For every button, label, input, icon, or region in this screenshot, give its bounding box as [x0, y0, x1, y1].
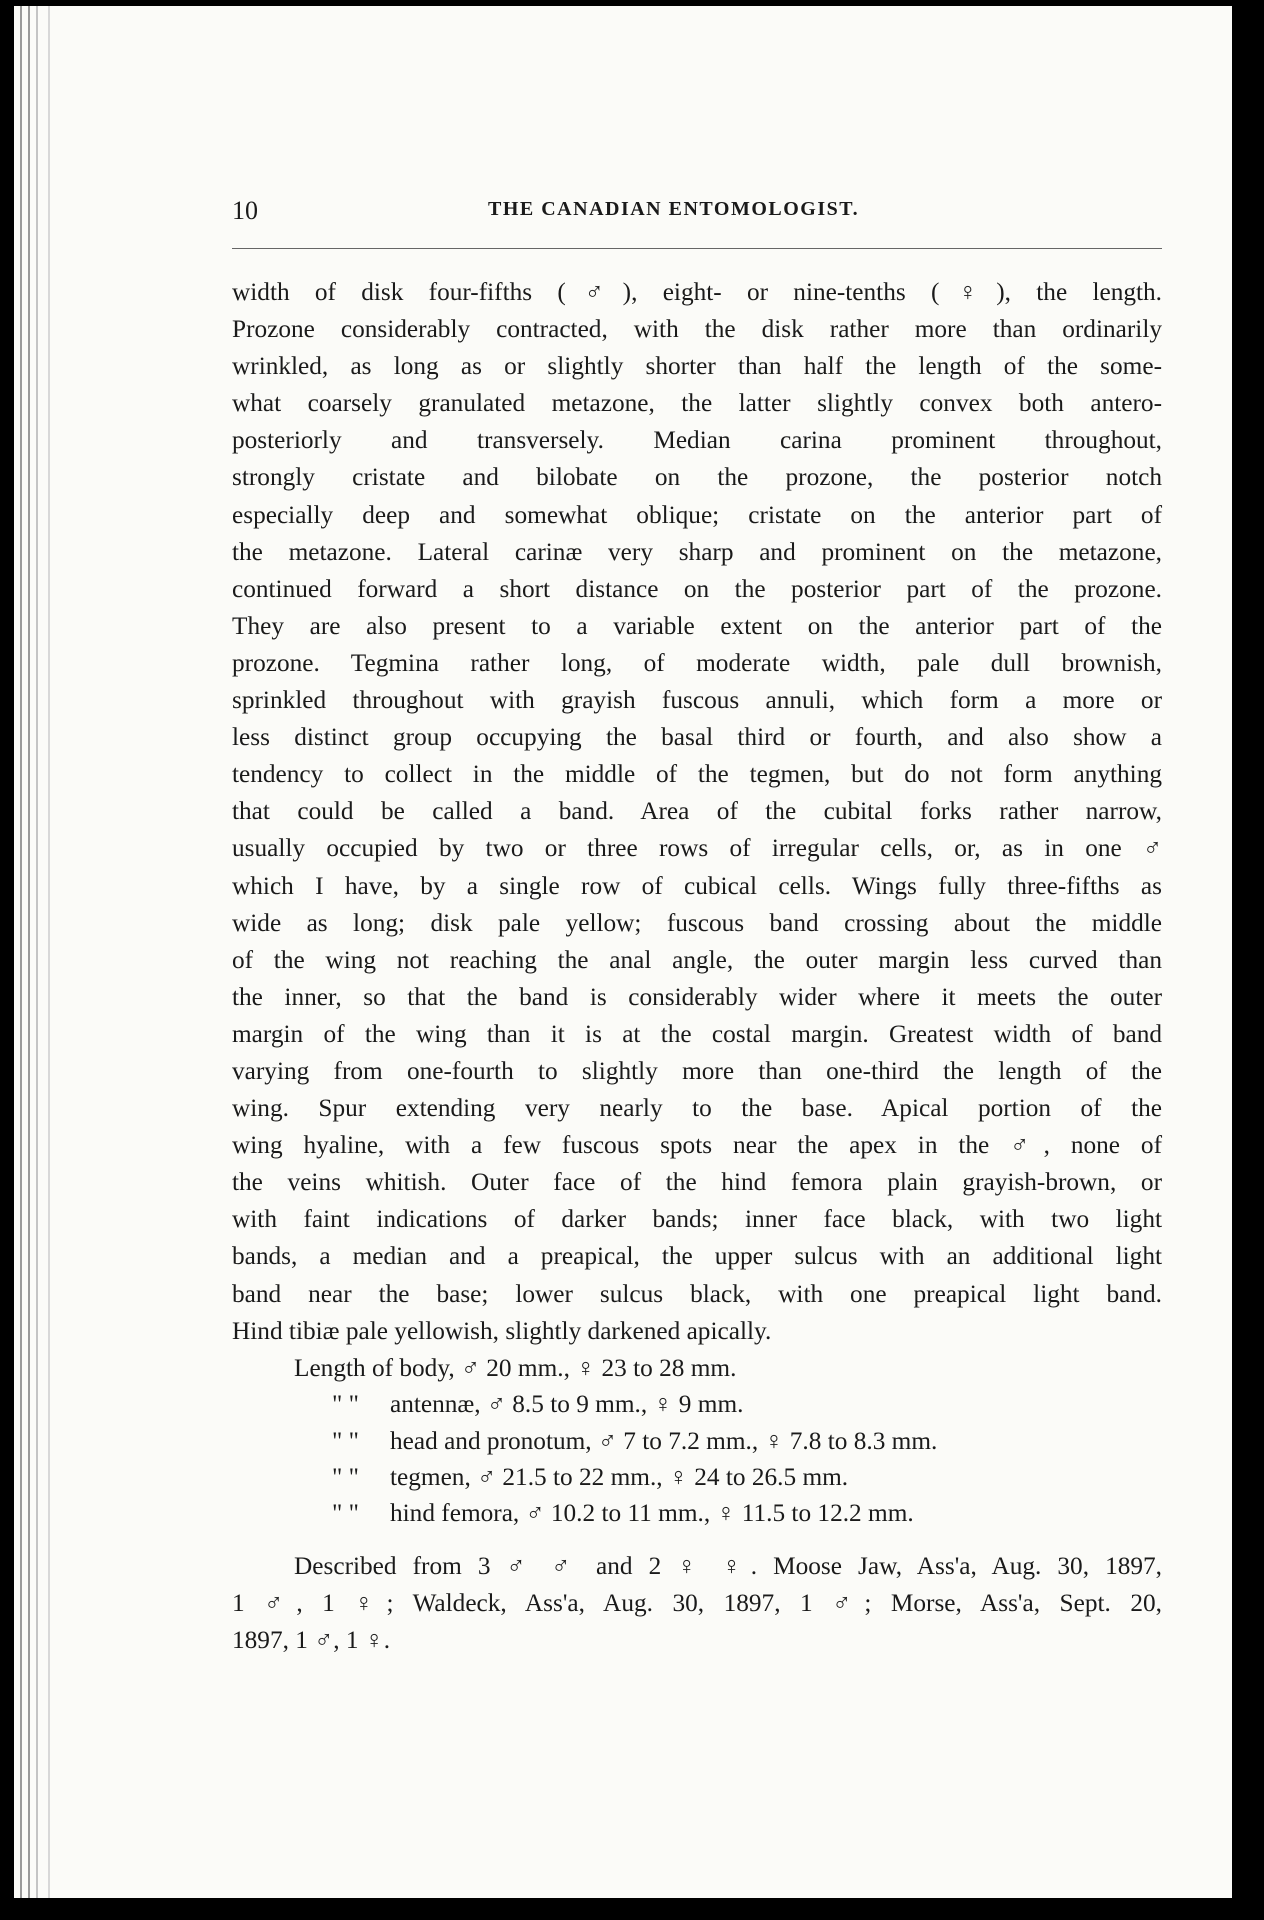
text-line: bands, a median and a preapical, the upper sulcus with an additional light	[232, 1242, 1162, 1271]
text-line: wide as long; disk pale yellow; fuscous band crossing about the middle	[232, 908, 1162, 937]
measurement-row	[232, 1386, 1162, 1422]
header-rule	[232, 248, 1162, 249]
text-line: varying from one-fourth to slightly more than one-third the length of the	[232, 1056, 1162, 1085]
measurement-row	[232, 1423, 1162, 1459]
text-line: continued forward a short distance on the posterior part of the prozone.	[232, 574, 1162, 603]
measurements-list	[232, 1350, 1162, 1532]
text-line: wrinkled, as long as or slightly shorter than half the length of the some-	[232, 352, 1162, 381]
article-body	[232, 274, 1162, 1659]
text-line: usually occupied by two or three rows of irregular cells, or, as in one ♂	[232, 834, 1162, 863]
journal-title: THE CANADIAN ENTOMOLOGIST.	[488, 198, 860, 220]
measurement-text: head and pronotum, ♂ 7 to 7.2 mm., ♀ 7.8 to 8.3 mm.	[390, 1426, 938, 1455]
ditto-mark: " "	[332, 1462, 359, 1491]
ditto-mark: " "	[332, 1390, 359, 1419]
page-edge-line	[36, 6, 38, 1898]
page-edge-line	[48, 6, 50, 1898]
material-examined-paragraph	[232, 1548, 1162, 1659]
text-line: tendency to collect in the middle of the tegmen, but do not form anything	[232, 760, 1162, 789]
measurement-text: hind femora, ♂ 10.2 to 11 mm., ♀ 11.5 to 12.2 mm.	[390, 1499, 914, 1528]
text-line: what coarsely granulated metazone, the latter slightly convex both antero-	[232, 389, 1162, 418]
page-edge-line	[20, 6, 22, 1898]
text-line: sprinkled throughout with grayish fuscous annuli, which form a more or	[232, 686, 1162, 715]
description-paragraph	[232, 274, 1162, 1350]
measurement-text: antennæ, ♂ 8.5 to 9 mm., ♀ 9 mm.	[390, 1390, 744, 1419]
measurement-row	[232, 1495, 1162, 1531]
text-line: Hind tibiæ pale yellowish, slightly darkened apically.	[232, 1316, 772, 1345]
text-line: Described from 3 ♂ ♂ and 2 ♀ ♀. Moose Jaw, Ass'a, Aug. 30, 1897,	[294, 1551, 1162, 1580]
text-line: They are also present to a variable extent on the anterior part of the	[232, 611, 1162, 640]
text-line: the metazone. Lateral carinæ very sharp and prominent on the metazone,	[232, 537, 1162, 566]
text-line: strongly cristate and bilobate on the prozone, the posterior notch	[232, 463, 1162, 492]
text-line: 1897, 1 ♂, 1 ♀.	[232, 1625, 391, 1654]
text-line: width of disk four-fifths (♂), eight- or nine-tenths (♀), the length.	[232, 278, 1162, 306]
text-line: especially deep and somewhat oblique; cristate on the anterior part of	[232, 500, 1162, 529]
measurement-row	[232, 1459, 1162, 1495]
text-line: margin of the wing than it is at the costal margin. Greatest width of band	[232, 1019, 1162, 1048]
text-line: less distinct group occupying the basal third or fourth, and also show a	[232, 723, 1162, 752]
ditto-mark: " "	[332, 1426, 359, 1455]
text-line: with faint indications of darker bands; inner face black, with two light	[232, 1205, 1162, 1234]
text-line: Prozone considerably contracted, with the disk rather more than ordinarily	[232, 315, 1162, 344]
text-line: posteriorly and transversely. Median carina prominent throughout,	[232, 426, 1162, 455]
text-line: wing hyaline, with a few fuscous spots near the apex in the ♂, none of	[232, 1131, 1162, 1160]
text-line: the veins whitish. Outer face of the hind femora plain grayish-brown, or	[232, 1168, 1162, 1197]
text-line: the inner, so that the band is considerably wider where it meets the outer	[232, 982, 1162, 1011]
page-edge-line	[28, 6, 30, 1898]
measurement-text: tegmen, ♂ 21.5 to 22 mm., ♀ 24 to 26.5 mm.	[390, 1462, 849, 1491]
text-line: prozone. Tegmina rather long, of moderate width, pale dull brownish,	[232, 648, 1162, 677]
text-line: wing. Spur extending very nearly to the base. Apical portion of the	[232, 1094, 1162, 1123]
text-line: that could be called a band. Area of the cubital forks rather narrow,	[232, 797, 1162, 826]
text-line: 1 ♂, 1 ♀; Waldeck, Ass'a, Aug. 30, 1897, 1 ♂; Morse, Ass'a, Sept. 20,	[232, 1588, 1162, 1617]
measurement-row: Length of body, ♂ 20 mm., ♀ 23 to 28 mm.	[294, 1353, 737, 1382]
running-head	[232, 196, 1162, 226]
text-line: of the wing not reaching the anal angle, the outer margin less curved than	[232, 945, 1162, 974]
text-line: band near the base; lower sulcus black, with one preapical light band.	[232, 1279, 1162, 1308]
text-line: which I have, by a single row of cubical cells. Wings fully three-fifths as	[232, 871, 1162, 900]
ditto-mark: " "	[332, 1499, 359, 1528]
page-number: 10	[232, 196, 258, 225]
